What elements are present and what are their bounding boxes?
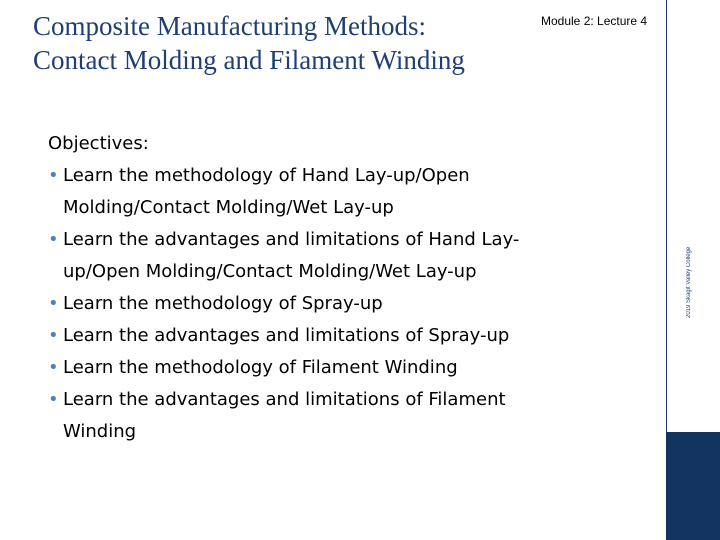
- objective-text-line: up/Open Molding/Contact Molding/Wet Lay-up: [63, 261, 477, 282]
- objective-item: [48, 352, 588, 384]
- objective-text-line: Learn the methodology of Spray-up: [63, 293, 383, 314]
- slide-title-line-1: Composite Manufacturing Methods:: [33, 11, 426, 41]
- side-bar-dark-block: [666, 432, 720, 540]
- objective-item: [48, 224, 588, 288]
- bullet-icon: •: [48, 325, 59, 346]
- objective-item: [48, 320, 588, 352]
- bullet-icon: •: [48, 357, 59, 378]
- objective-text-line: Learn the advantages and limitations of Filament: [63, 389, 506, 410]
- slide-title: [33, 9, 465, 77]
- objective-text-line: Molding/Contact Molding/Wet Lay-up: [63, 197, 394, 218]
- bullet-icon: •: [48, 389, 59, 410]
- slide-title-line-2: Contact Molding and Filament Winding: [33, 45, 465, 75]
- objective-text-line: Learn the methodology of Hand Lay-up/Open: [63, 165, 470, 186]
- objective-text-line: Learn the advantages and limitations of Spray-up: [63, 325, 510, 346]
- objective-item: [48, 160, 588, 224]
- objective-item: [48, 288, 588, 320]
- bullet-icon: •: [48, 165, 59, 186]
- objectives-section: [48, 128, 588, 448]
- objective-text-line: Learn the advantages and limitations of Hand Lay-: [63, 229, 520, 250]
- copyright-text: 2019 Skagit Valley College: [686, 246, 692, 318]
- objectives-heading: Objectives:: [48, 133, 149, 154]
- bullet-icon: •: [48, 293, 59, 314]
- objectives-list: [48, 160, 588, 448]
- objective-item: [48, 384, 588, 448]
- objective-text-line: Learn the methodology of Filament Winding: [63, 357, 458, 378]
- objective-text-line: Winding: [63, 421, 137, 442]
- bullet-icon: •: [48, 229, 59, 250]
- module-label: Module 2: Lecture 4: [541, 14, 648, 28]
